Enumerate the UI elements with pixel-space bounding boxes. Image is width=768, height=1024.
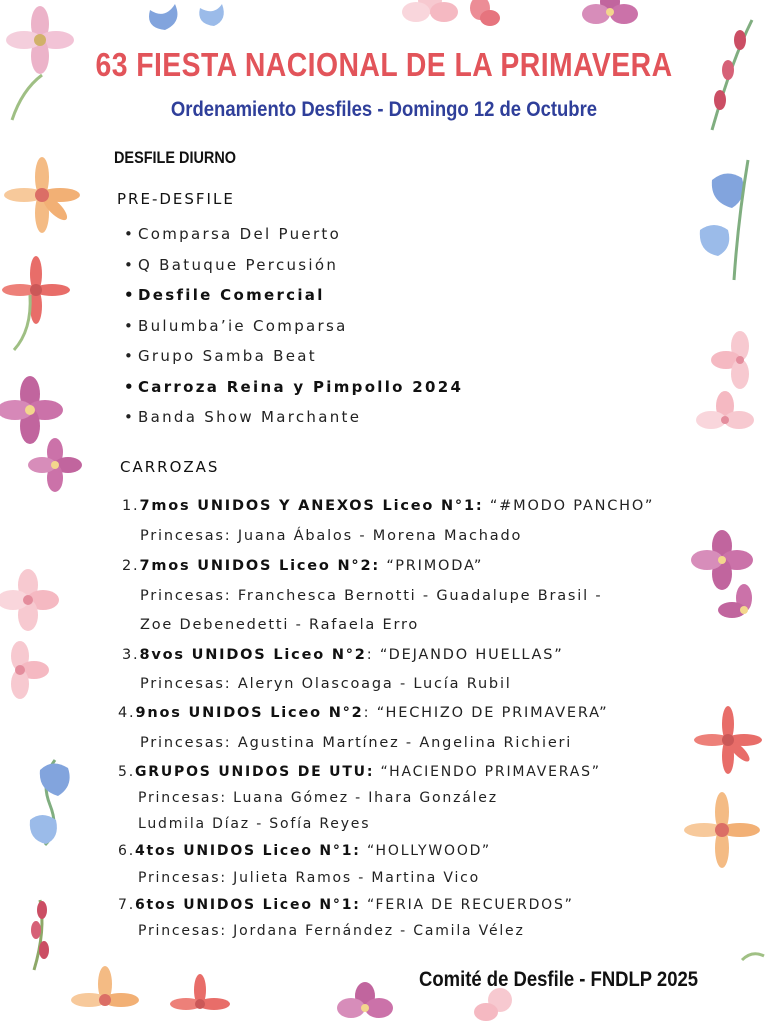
carroza-princesas: Princesas: Franchesca Bernotti - Guadalupe Brasil - (140, 588, 603, 604)
carroza-entry-4: 4.9nos UNIDOS Liceo N°2: “HECHIZO DE PRIMAVERA” (118, 705, 609, 721)
carrozas-heading: CARROZAS (120, 458, 220, 476)
list-item: • Grupo Samba Beat (124, 344, 463, 375)
list-item: • Banda Show Marchante (124, 405, 463, 436)
list-item: • Comparsa Del Puerto (124, 222, 463, 253)
carroza-entry-6: 6.4tos UNIDOS Liceo N°1: “HOLLYWOOD” (118, 843, 491, 859)
list-item: • Desfile Comercial (124, 283, 463, 314)
list-item: • Q Batuque Percusión (124, 253, 463, 284)
pre-desfile-heading: PRE-DESFILE (117, 190, 235, 208)
flower-icon (0, 6, 82, 970)
page-subtitle: Ordenamiento Desfiles - Domingo 12 de Octubre (170, 98, 598, 121)
carroza-princesas: Princesas: Luana Gómez - Ihara González (138, 790, 498, 806)
bullet-icon: • (124, 255, 133, 274)
carroza-princesas: Zoe Debenedetti - Rafaela Erro (140, 617, 420, 633)
list-item: • Bulumba’ie Comparsa (124, 314, 463, 345)
carroza-princesas: Princesas: Juana Ábalos - Morena Machado (140, 528, 523, 544)
carroza-princesas: Princesas: Agustina Martínez - Angelina Richieri (140, 735, 573, 751)
bullet-icon: • (124, 286, 134, 304)
bullet-icon: • (124, 316, 133, 335)
section-title: DESFILE DIURNO (114, 148, 237, 167)
carroza-entry-1: 1.7mos UNIDOS Y ANEXOS Liceo N°1: “#MODO PANCHO” (122, 498, 655, 514)
carroza-princesas: Princesas: Jordana Fernández - Camila Vélez (138, 923, 525, 939)
carroza-princesas: Princesas: Julieta Ramos - Martina Vico (138, 870, 481, 886)
carroza-princesas: Princesas: Aleryn Olascoaga - Lucía Rubil (140, 676, 512, 692)
carroza-princesas: Ludmila Díaz - Sofía Reyes (138, 816, 371, 832)
carroza-entry-7: 7.6tos UNIDOS Liceo N°1: “FERIA DE RECUERDOS” (118, 897, 574, 913)
bullet-icon: • (124, 408, 133, 426)
list-item: • Carroza Reina y Pimpollo 2024 (124, 375, 463, 406)
bullet-icon: • (124, 225, 133, 243)
bullet-icon: • (124, 347, 133, 365)
bullet-icon: • (124, 377, 134, 396)
carroza-entry-3: 3.8vos UNIDOS Liceo N°2: “DEJANDO HUELLAS” (122, 647, 564, 663)
footer-signature: Comité de Desfile - FNDLP 2025 (418, 968, 698, 991)
pre-desfile-list (124, 222, 463, 436)
page-title: 63 FIESTA NACIONAL DE LA PRIMAVERA (95, 46, 673, 83)
carroza-entry-5: 5.GRUPOS UNIDOS DE UTU: “HACIENDO PRIMAVERAS” (118, 764, 601, 780)
carroza-entry-2: 2.7mos UNIDOS Liceo N°2: “PRIMODA” (122, 558, 484, 574)
